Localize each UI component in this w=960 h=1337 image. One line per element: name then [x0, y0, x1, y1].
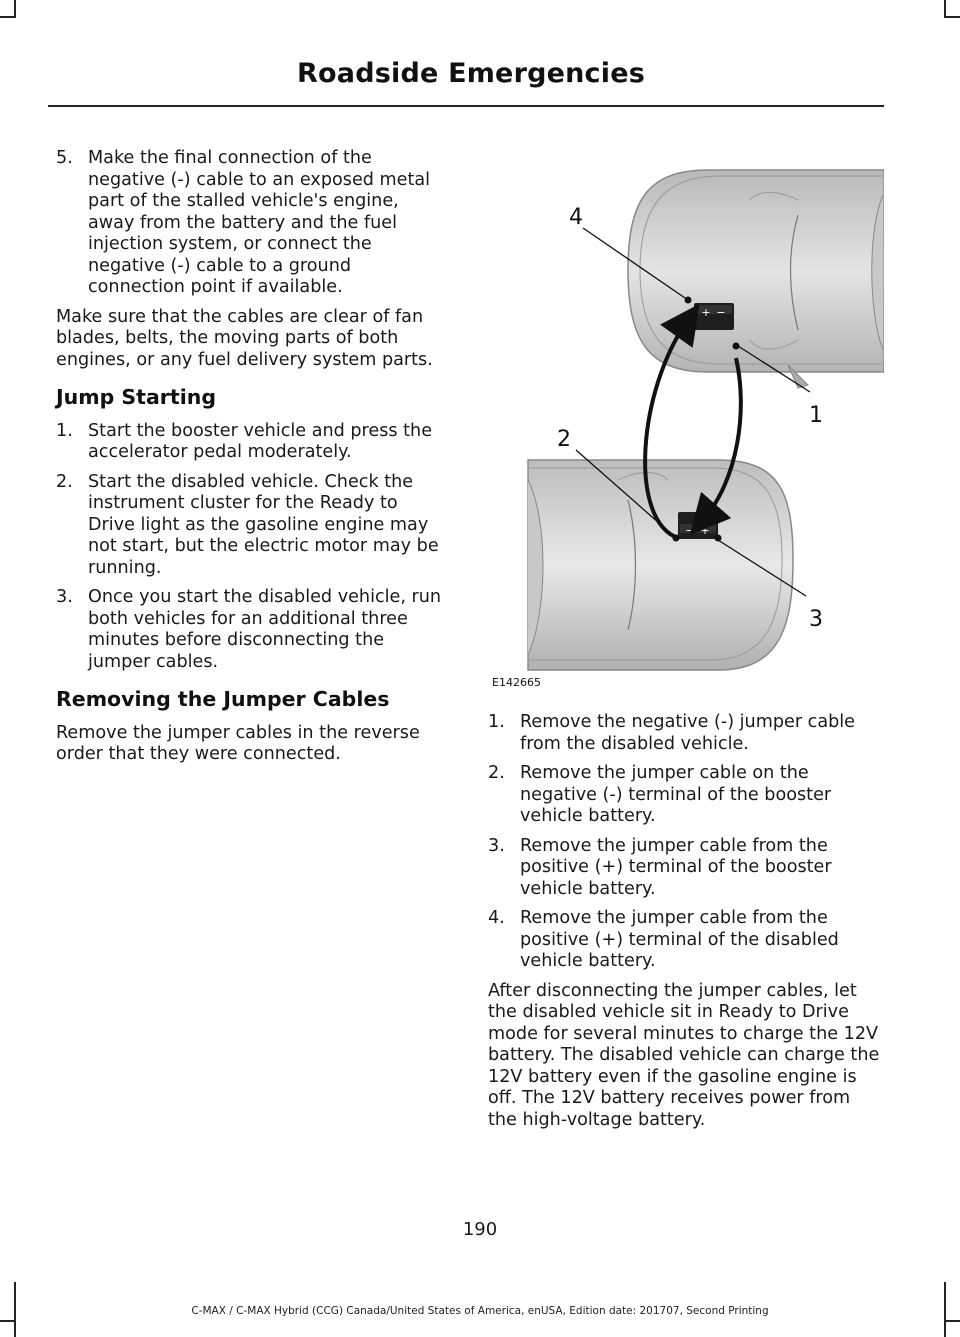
- list-item: [56, 421, 450, 464]
- callout-3-dot: [715, 535, 722, 542]
- figure-code: E142665: [492, 676, 541, 689]
- list-item: [56, 472, 450, 580]
- callout-1-dot: [733, 343, 740, 350]
- plus-terminal-label: +: [701, 306, 711, 319]
- list-text: Start the disabled vehicle. Check the instrument cluster for the Ready to Drive light as the gasoline engine may not start, but the electric motor may be running.: [88, 471, 439, 578]
- jump-start-illustration: [488, 160, 884, 690]
- remove-cables-text: Remove the jumper cables in the reverse order that they were connected.: [56, 722, 420, 764]
- section-heading-removing-cables: Removing the Jumper Cables: [56, 687, 390, 711]
- plus-terminal-label: +: [700, 524, 710, 537]
- section-heading-jump-starting: Jump Starting: [56, 385, 216, 409]
- list-text: Start the booster vehicle and press the accelerator pedal moderately.: [88, 420, 433, 462]
- list-item: [488, 712, 882, 755]
- list-item: [488, 836, 882, 901]
- crop-mark-tr-h: [944, 16, 960, 18]
- left-column: [56, 148, 450, 776]
- list-item: [56, 148, 450, 299]
- list-number: 4.: [488, 908, 505, 928]
- disabled-vehicle: [528, 460, 793, 670]
- list-item: [488, 908, 882, 973]
- header-rule: [48, 105, 884, 107]
- callout-1: 1: [809, 403, 823, 428]
- callout-4-dot: [685, 297, 692, 304]
- list-item: [56, 587, 450, 673]
- jump-start-diagram: [488, 160, 884, 690]
- list-number: 2.: [488, 763, 505, 783]
- crop-mark-br-h: [944, 1320, 960, 1322]
- list-text: Remove the jumper cable on the negative (-) terminal of the booster vehicle battery.: [520, 763, 832, 826]
- callout-3: 3: [809, 607, 823, 632]
- page-number: 190: [462, 1219, 498, 1240]
- minus-terminal-label: −: [716, 306, 726, 319]
- minus-terminal-label: −: [685, 524, 695, 537]
- footer-edition-line: C-MAX / C-MAX Hybrid (CCG) Canada/United States of America, enUSA, Edition date: 201707, Second Printing: [191, 1305, 769, 1317]
- list-number: 1.: [56, 420, 73, 441]
- crop-mark-bl-h: [0, 1320, 16, 1322]
- booster-battery: [694, 303, 734, 330]
- right-column: [488, 712, 882, 1141]
- list-text: Remove the jumper cable from the positive (+) terminal of the booster vehicle battery.: [520, 835, 832, 899]
- callout-2: 2: [557, 427, 571, 452]
- list-number: 3.: [488, 835, 505, 856]
- list-item: [488, 763, 882, 828]
- disabled-battery: [678, 512, 718, 539]
- callout-2-dot: [673, 535, 680, 542]
- cable-clearance-note: Make sure that the cables are clear of fan blades, belts, the moving parts of both engines, or any fuel delivery system parts.: [56, 306, 433, 370]
- list-number: 5.: [56, 148, 73, 168]
- page-title: Roadside Emergencies: [297, 58, 645, 89]
- list-text: Remove the jumper cable from the positive (+) terminal of the disabled vehicle battery.: [520, 908, 839, 971]
- list-text: Make the final connection of the negative (-) cable to an exposed metal part of the stalled vehicle's engine, away from the battery and the fuel injection system, or connect the negative (-) cable to a ground connection point if available.: [88, 148, 431, 297]
- list-text: Remove the negative (-) jumper cable from the disabled vehicle.: [520, 712, 855, 754]
- crop-mark-tl-h: [0, 16, 16, 18]
- list-number: 2.: [56, 471, 73, 492]
- after-disconnecting-text: After disconnecting the jumper cables, let the disabled vehicle sit in Ready to Drive mode for several minutes to charge the 12V battery. The disabled vehicle can charge the 12V battery even if the gasoline engine is off. The 12V battery receives power from the high-voltage battery.: [488, 980, 880, 1130]
- list-text: Once you start the disabled vehicle, run both vehicles for an additional three minutes before disconnecting the jumper cables.: [88, 587, 442, 672]
- list-number: 3.: [56, 587, 73, 607]
- callout-4: 4: [569, 205, 583, 230]
- list-number: 1.: [488, 712, 505, 732]
